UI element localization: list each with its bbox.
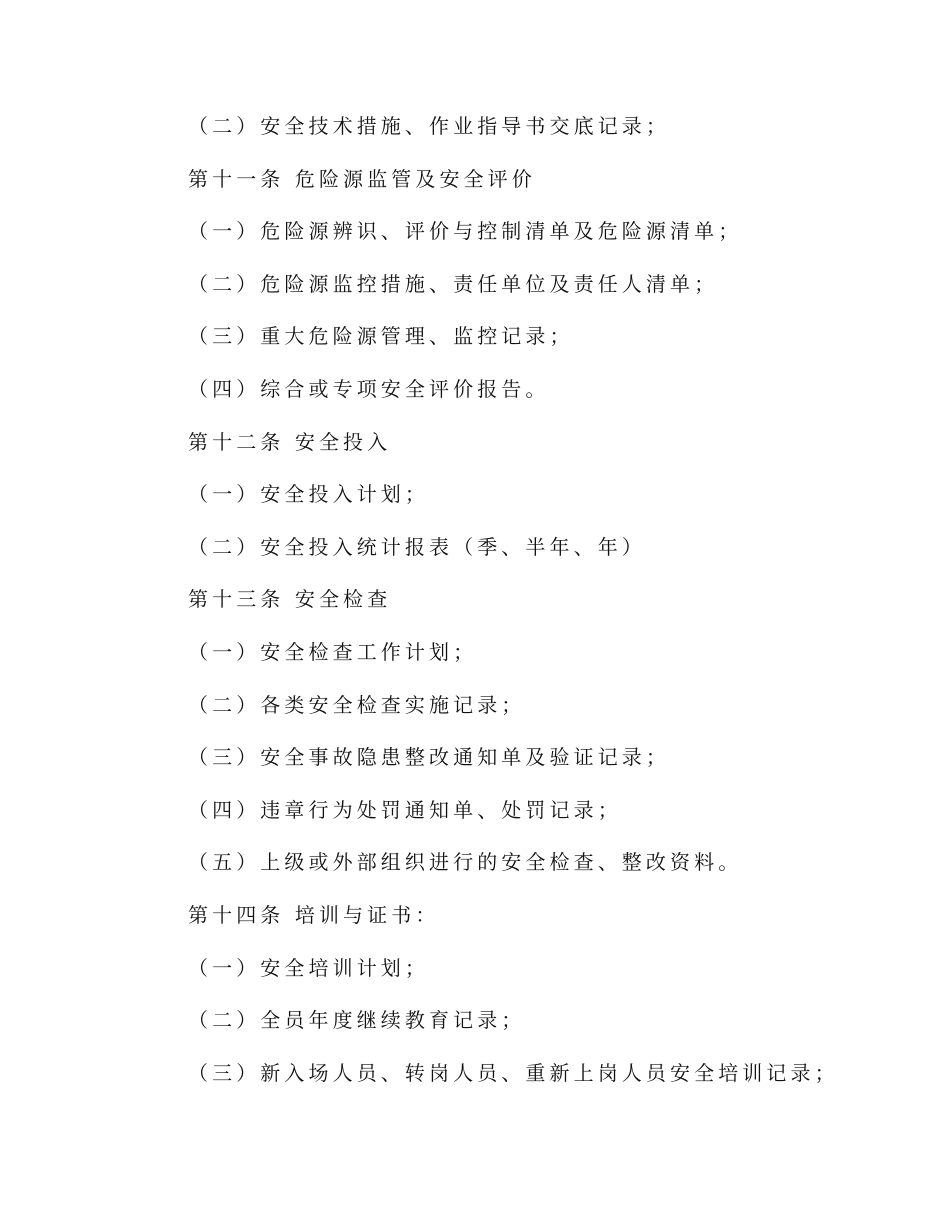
- clause-item: （三）安全事故隐患整改通知单及验证记录；: [188, 745, 670, 770]
- clause-item: （二）全员年度继续教育记录；: [188, 1008, 526, 1033]
- article-heading: 第十三条 安全检查: [188, 587, 392, 612]
- clause-item: （一）安全检查工作计划；: [188, 639, 478, 664]
- clause-item: （四）综合或专项安全评价报告。: [188, 376, 550, 401]
- clause-item: （二）安全技术措施、作业指导书交底记录；: [188, 114, 670, 138]
- document-body: [188, 110, 888, 1109]
- clause-item: （一）危险源辨识、评价与控制清单及危险源清单；: [188, 219, 743, 244]
- clause-item: （四）违章行为处罚通知单、处罚记录；: [188, 797, 622, 822]
- clause-item: （三）新入场人员、转岗人员、重新上岗人员安全培训记录；: [188, 1060, 839, 1085]
- clause-item: （二）各类安全检查实施记录；: [188, 692, 526, 717]
- clause-item: （二）安全投入统计报表（季、半年、年）: [188, 534, 646, 559]
- article-heading: 第十四条 培训与证书：: [188, 902, 440, 927]
- clause-item: （三）重大危险源管理、监控记录；: [188, 324, 574, 349]
- clause-item: （一）安全培训计划；: [188, 955, 429, 980]
- clause-item: （一）安全投入计划；: [188, 482, 429, 507]
- article-heading: 第十一条 危险源监管及安全评价: [188, 166, 536, 191]
- clause-item: （二）危险源监控措施、责任单位及责任人清单；: [188, 271, 719, 296]
- clause-item: （五）上级或外部组织进行的安全检查、整改资料。: [188, 850, 743, 875]
- article-heading: 第十二条 安全投入: [188, 429, 392, 454]
